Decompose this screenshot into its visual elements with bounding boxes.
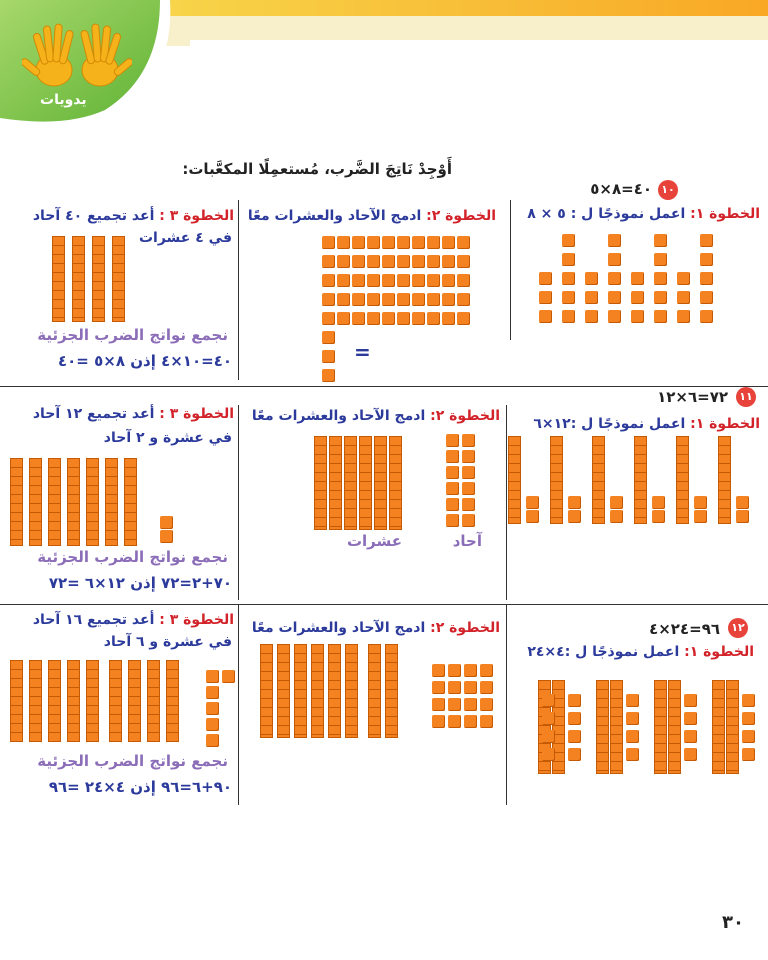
header-badge-label: يدويات — [40, 92, 87, 108]
step-text: ادمج الآحاد والعشرات معًا — [251, 620, 426, 636]
unit-cube — [337, 236, 350, 249]
ten-rod — [29, 458, 42, 546]
unit-cube — [677, 310, 690, 323]
unit-cube — [322, 331, 335, 344]
unit-cube — [446, 482, 459, 495]
unit-cube — [562, 272, 575, 285]
problem-12-result: ٩٠+٦=٩٦ إذن ٤×٢٤ =٩٦ — [48, 778, 232, 796]
ten-rod — [86, 660, 99, 742]
ten-rod — [550, 436, 563, 524]
divider — [238, 405, 239, 600]
unit-cube — [654, 291, 667, 304]
unit-cube — [480, 715, 493, 728]
unit-cube — [382, 274, 395, 287]
unit-cube — [464, 715, 477, 728]
problem-12-step1 — [527, 644, 754, 660]
divider — [0, 604, 768, 605]
ten-rod — [654, 680, 667, 774]
unit-cube — [608, 291, 621, 304]
unit-cube — [160, 530, 173, 543]
unit-cube — [677, 272, 690, 285]
unit-cube — [608, 310, 621, 323]
unit-cube — [337, 312, 350, 325]
unit-cube — [684, 730, 697, 743]
unit-cube — [736, 510, 749, 523]
unit-cube — [457, 255, 470, 268]
ten-rod — [634, 436, 647, 524]
problem-10-step2 — [248, 208, 496, 224]
ten-rod — [389, 436, 402, 530]
unit-cube — [684, 694, 697, 707]
ten-rod — [29, 660, 42, 742]
unit-cube — [539, 272, 552, 285]
unit-cube — [160, 516, 173, 529]
hands-icon — [22, 18, 132, 93]
unit-cube — [397, 293, 410, 306]
ten-rod — [10, 660, 23, 742]
problem-10-step1 — [527, 206, 760, 222]
unit-cube — [457, 293, 470, 306]
ten-rod — [718, 436, 731, 524]
ten-rod — [508, 436, 521, 524]
step-text: أعد تجميع ٤٠ آحاد — [32, 208, 155, 224]
problem-10-number-badge: ١٠ — [658, 180, 678, 200]
unit-cube — [427, 236, 440, 249]
ten-rod — [712, 680, 725, 774]
ten-rod — [112, 236, 125, 322]
step-prefix: الخطوة ٢: — [430, 408, 500, 424]
unit-cube — [457, 274, 470, 287]
unit-cube — [397, 312, 410, 325]
unit-cube — [700, 272, 713, 285]
unit-cube — [337, 255, 350, 268]
ten-rod — [52, 236, 65, 322]
unit-cube — [462, 434, 475, 447]
step-text: اعمل نموذجًا ل : ٥ × ٨ — [527, 206, 686, 222]
unit-cube — [448, 698, 461, 711]
ten-rod — [385, 644, 398, 738]
problem-10-step3-model — [52, 232, 132, 322]
ten-rod — [314, 436, 327, 530]
unit-cube — [427, 274, 440, 287]
problem-12-sum-label: نجمع نواتج الضرب الجزئية — [37, 752, 228, 770]
unit-cube — [446, 498, 459, 511]
unit-cube — [206, 718, 219, 731]
ten-rod — [726, 680, 739, 774]
divider — [510, 200, 511, 340]
unit-cube — [694, 496, 707, 509]
unit-cube — [206, 734, 219, 747]
step-prefix: الخطوة ٢: — [430, 620, 500, 636]
ten-rod — [311, 644, 324, 738]
unit-cube — [367, 312, 380, 325]
unit-cube — [367, 255, 380, 268]
unit-cube — [562, 310, 575, 323]
unit-cube — [382, 293, 395, 306]
problem-10-equation: ٤٠=٨×٥ — [590, 180, 652, 198]
ten-rod — [67, 660, 80, 742]
step-prefix: الخطوة ٣ : — [159, 406, 234, 422]
unit-cube — [677, 291, 690, 304]
ten-rod — [328, 644, 341, 738]
unit-cube — [206, 686, 219, 699]
unit-cube — [462, 498, 475, 511]
unit-cube — [222, 670, 235, 683]
unit-cube — [631, 272, 644, 285]
unit-cube — [322, 274, 335, 287]
ten-rod — [374, 436, 387, 530]
unit-cube — [457, 236, 470, 249]
unit-cube — [462, 450, 475, 463]
divider — [506, 405, 507, 600]
unit-cube — [446, 466, 459, 479]
unit-cube — [464, 664, 477, 677]
problem-11-result: ٧٠+٢=٧٢ إذن ١٢×٦ =٧٢ — [48, 574, 232, 592]
unit-cube — [352, 312, 365, 325]
ten-rod — [166, 660, 179, 742]
unit-cube — [652, 510, 665, 523]
step-prefix: الخطوة ٣ : — [159, 612, 234, 628]
problem-11-step3-line2: في عشرة و ٢ آحاد — [103, 430, 232, 446]
unit-cube — [462, 514, 475, 527]
ten-rod — [344, 436, 357, 530]
ten-rod — [109, 660, 122, 742]
unit-cube — [585, 291, 598, 304]
unit-cube — [352, 255, 365, 268]
step-text: اعمل نموذجًا ل :٤×٢٤ — [527, 644, 680, 660]
unit-cube — [442, 312, 455, 325]
problem-12-step1-model — [518, 680, 758, 775]
unit-cube — [462, 482, 475, 495]
ten-rod — [368, 644, 381, 738]
problem-12-step3-model — [10, 660, 240, 755]
unit-cube — [412, 293, 425, 306]
unit-cube — [568, 730, 581, 743]
unit-cube — [742, 694, 755, 707]
unit-cube — [446, 450, 459, 463]
step-prefix: الخطوة ٣ : — [159, 208, 234, 224]
unit-cube — [542, 694, 555, 707]
unit-cube — [442, 274, 455, 287]
ten-rod — [592, 436, 605, 524]
unit-cube — [322, 350, 335, 363]
unit-cube — [539, 291, 552, 304]
problem-11-tens-label: عشرات — [346, 532, 402, 550]
unit-cube — [448, 715, 461, 728]
step-text: أعد تجميع ١٦ آحاد — [32, 612, 155, 628]
step-prefix: الخطوة ١: — [690, 206, 760, 222]
unit-cube — [568, 496, 581, 509]
unit-cube — [568, 748, 581, 761]
ten-rod — [147, 660, 160, 742]
problem-12-equation: ٩٦=٢٤×٤ — [649, 620, 720, 638]
unit-cube — [700, 291, 713, 304]
unit-cube — [442, 236, 455, 249]
problem-11-step3-model — [10, 456, 180, 546]
unit-cube — [631, 291, 644, 304]
ten-rod — [260, 644, 273, 738]
problem-11-step3 — [33, 406, 234, 422]
ten-rod — [676, 436, 689, 524]
unit-cube — [654, 234, 667, 247]
unit-cube — [352, 293, 365, 306]
unit-cube — [562, 291, 575, 304]
ten-rod — [277, 644, 290, 738]
unit-cube — [457, 312, 470, 325]
unit-cube — [742, 748, 755, 761]
ten-rod — [345, 644, 358, 738]
unit-cube — [684, 748, 697, 761]
unit-cube — [352, 274, 365, 287]
ten-rod — [105, 458, 118, 546]
unit-cube — [206, 670, 219, 683]
problem-11-step1-model — [516, 436, 756, 526]
ten-rod — [86, 458, 99, 546]
unit-cube — [432, 698, 445, 711]
unit-cube — [382, 236, 395, 249]
problem-10-step1-model — [520, 232, 720, 322]
header-band — [0, 0, 768, 150]
unit-cube — [654, 310, 667, 323]
unit-cube — [412, 312, 425, 325]
unit-cube — [397, 255, 410, 268]
unit-cube — [610, 496, 623, 509]
unit-cube — [526, 510, 539, 523]
problem-12-number-badge: ١٢ — [728, 618, 748, 638]
unit-cube — [382, 312, 395, 325]
unit-cube — [608, 272, 621, 285]
unit-cube — [608, 253, 621, 266]
unit-cube — [736, 496, 749, 509]
divider — [0, 386, 768, 387]
unit-cube — [322, 236, 335, 249]
unit-cube — [585, 272, 598, 285]
unit-cube — [367, 293, 380, 306]
ten-rod — [10, 458, 23, 546]
unit-cube — [626, 694, 639, 707]
unit-cube — [542, 712, 555, 725]
unit-cube — [626, 748, 639, 761]
problem-12-step2-model — [260, 644, 490, 739]
unit-cube — [432, 715, 445, 728]
ten-rod — [48, 458, 61, 546]
step-text: أعد تجميع ١٢ آحاد — [32, 406, 155, 422]
unit-cube — [700, 234, 713, 247]
problem-11-step1 — [533, 416, 760, 432]
unit-cube — [539, 310, 552, 323]
unit-cube — [432, 681, 445, 694]
unit-cube — [562, 234, 575, 247]
ten-rod — [48, 660, 61, 742]
ten-rod — [668, 680, 681, 774]
unit-cube — [206, 702, 219, 715]
unit-cube — [742, 712, 755, 725]
unit-cube — [654, 272, 667, 285]
step-prefix: الخطوة ٢: — [426, 208, 496, 224]
ten-rod — [128, 660, 141, 742]
unit-cube — [480, 698, 493, 711]
unit-cube — [427, 312, 440, 325]
unit-cube — [367, 236, 380, 249]
unit-cube — [652, 496, 665, 509]
unit-cube — [412, 255, 425, 268]
problem-11-number-badge: ١١ — [736, 387, 756, 407]
unit-cube — [568, 510, 581, 523]
ten-rod — [596, 680, 609, 774]
unit-cube — [446, 434, 459, 447]
problem-12-step3-line2: في عشرة و ٦ آحاد — [103, 634, 232, 650]
unit-cube — [700, 253, 713, 266]
unit-cube — [448, 681, 461, 694]
divider — [238, 200, 239, 380]
unit-cube — [542, 748, 555, 761]
unit-cube — [608, 234, 621, 247]
ten-rod — [67, 458, 80, 546]
unit-cube — [432, 664, 445, 677]
unit-cube — [568, 694, 581, 707]
unit-cube — [480, 664, 493, 677]
problem-11-equation: ٧٢=٦×١٢ — [657, 388, 728, 406]
instruction-text: أَوْجِدْ نَاتِجَ الضَّرب، مُستعمِلًا المكعَّبات: — [182, 160, 452, 178]
problem-10-result: ٤٠=١٠×٤ إذن ٨×٥ =٤٠ — [57, 352, 232, 370]
unit-cube — [684, 712, 697, 725]
unit-cube — [448, 664, 461, 677]
unit-cube — [446, 514, 459, 527]
unit-cube — [464, 681, 477, 694]
unit-cube — [367, 274, 380, 287]
problem-10-equals-sign: = — [354, 340, 371, 364]
unit-cube — [464, 698, 477, 711]
unit-cube — [631, 310, 644, 323]
unit-cube — [427, 255, 440, 268]
unit-cube — [322, 293, 335, 306]
step-text: اعمل نموذجًا ل :١٢×٦ — [533, 416, 686, 432]
unit-cube — [562, 253, 575, 266]
unit-cube — [412, 274, 425, 287]
unit-cube — [337, 274, 350, 287]
problem-10-step3 — [33, 208, 234, 224]
unit-cube — [542, 730, 555, 743]
ten-rod — [359, 436, 372, 530]
problem-10-sum-label: نجمع نواتج الضرب الجزئية — [37, 326, 228, 344]
unit-cube — [322, 255, 335, 268]
problem-10-step2-model — [322, 236, 472, 326]
problem-12-step3 — [33, 612, 234, 628]
unit-cube — [742, 730, 755, 743]
problem-10-step3-line2: في ٤ عشرات — [138, 230, 232, 246]
step-text: ادمج الآحاد والعشرات معًا — [247, 208, 422, 224]
problem-11-step2-model — [314, 434, 484, 529]
unit-cube — [397, 236, 410, 249]
unit-cube — [480, 681, 493, 694]
unit-cube — [462, 466, 475, 479]
ten-rod — [294, 644, 307, 738]
unit-cube — [322, 369, 335, 382]
ten-rod — [610, 680, 623, 774]
unit-cube — [610, 510, 623, 523]
problem-12-step2 — [252, 620, 500, 636]
unit-cube — [568, 712, 581, 725]
unit-cube — [585, 310, 598, 323]
unit-cube — [427, 293, 440, 306]
step-prefix: الخطوة ١: — [684, 644, 754, 660]
divider — [238, 605, 239, 805]
divider — [506, 605, 507, 805]
unit-cube — [412, 236, 425, 249]
unit-cube — [337, 293, 350, 306]
step-prefix: الخطوة ١: — [690, 416, 760, 432]
step-text: ادمج الآحاد والعشرات معًا — [251, 408, 426, 424]
unit-cube — [397, 274, 410, 287]
unit-cube — [526, 496, 539, 509]
problem-11-sum-label: نجمع نواتج الضرب الجزئية — [37, 548, 228, 566]
unit-cube — [626, 730, 639, 743]
ten-rod — [329, 436, 342, 530]
unit-cube — [442, 293, 455, 306]
unit-cube — [700, 310, 713, 323]
problem-11-ones-label: آحاد — [452, 532, 482, 550]
problem-11-step2 — [252, 408, 500, 424]
ten-rod — [92, 236, 105, 322]
unit-cube — [654, 253, 667, 266]
unit-cube — [626, 712, 639, 725]
unit-cube — [694, 510, 707, 523]
unit-cube — [352, 236, 365, 249]
unit-cube — [442, 255, 455, 268]
unit-cube — [322, 312, 335, 325]
ten-rod — [124, 458, 137, 546]
unit-cube — [382, 255, 395, 268]
page-number: ٣٠ — [722, 912, 744, 933]
ten-rod — [72, 236, 85, 322]
